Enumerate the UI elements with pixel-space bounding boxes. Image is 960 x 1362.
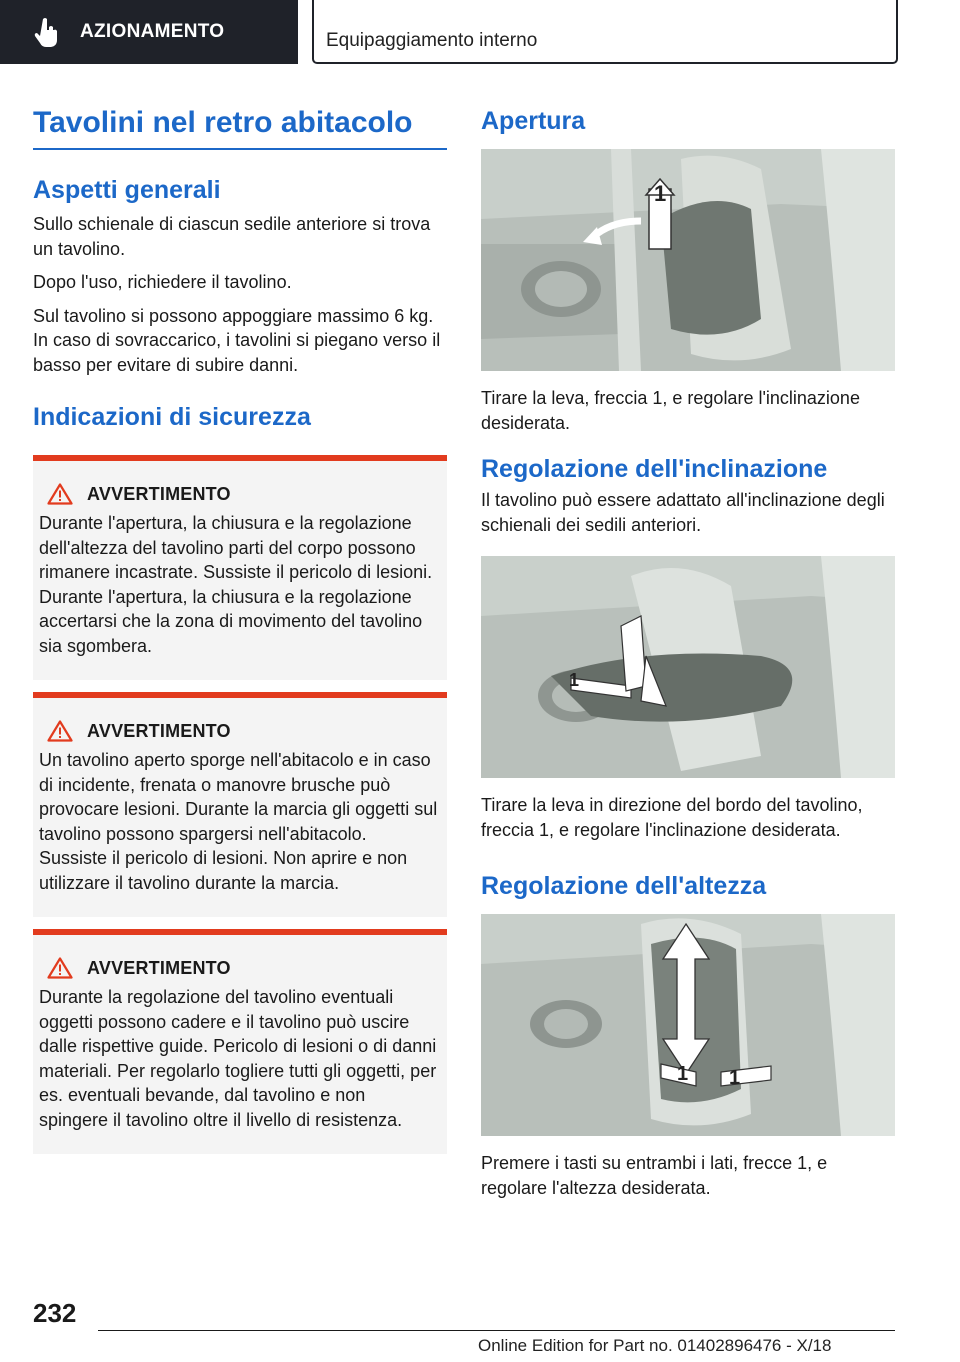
general-paragraph: Dopo l'uso, richiedere il tavolino. [33,272,292,292]
title-rule [33,148,447,150]
tilt-caption: Tirare la leva in direzione del bordo del tavolino, freccia 1, e regolare l'inclinazione desiderata. [481,795,863,840]
warning-box [33,455,447,680]
warning-text: Durante l'apertura, la chiusura e la regolazione dell'altezza del tavolino parti del corpo possono rimanere incastrate. Sussiste il pericolo di lesioni. Durante l'apertura, la chiusura e la regolazione accertarsi che la zona di movimento del tavolino sia sgombera. [39,513,433,656]
safety-heading: Indicazioni di sicurezza [33,403,311,431]
warning-text: Durante la regolazione del tavolino eventuali oggetti possono cadere e il tavolino può uscire dalle rispettive guide. Pericolo di lesioni o di danni materiali. Per regolarlo togliere tutti gli oggetti, per es. eventuali bevande, dal tavolino e non spingere il tavolino oltre il livello di resistenza. [39,987,437,1130]
tilt-illustration [481,556,895,778]
warning-triangle-icon [47,720,73,742]
height-caption: Premere i tasti su entrambi i lati, frecce 1, e regolare l'altezza desiderata. [481,1153,828,1198]
warning-label: AVVERTIMENTO [87,957,231,978]
hand-pointer-icon [34,17,60,47]
opening-heading: Apertura [481,107,586,135]
left-column [33,104,447,1154]
section-tab [0,0,298,64]
warning-triangle-icon [47,483,73,505]
chapter-header [312,0,898,64]
arrow-callout-1: 1 [677,1063,689,1085]
warning-box [33,692,447,917]
tilt-paragraph: Il tavolino può essere adattato all'inclinazione degli schienali dei sedili anteriori. [481,490,885,535]
height-illustration [481,914,895,1136]
warning-label: AVVERTIMENTO [87,483,231,504]
page-title: Tavolini nel retro abitacolo [33,106,413,139]
opening-illustration [481,149,895,371]
opening-caption: Tirare la leva, freccia 1, e regolare l'inclinazione desiderata. [481,388,860,433]
general-paragraph: Sul tavolino si possono appoggiare massimo 6 kg. In caso di sovraccarico, i tavolini si piegano verso il basso per evitare di subire danni. [33,305,441,375]
warning-triangle-icon [47,957,73,979]
arrow-callout-1: 1 [654,181,667,206]
height-heading: Regolazione dell'altezza [481,872,767,900]
general-heading: Aspetti generali [33,176,221,204]
chapter-label: Equipaggiamento interno [326,30,538,51]
arrow-callout-1: 1 [569,670,580,690]
section-label: AZIONAMENTO [80,21,225,42]
edition-note: Online Edition for Part no. 01402896476 - X/18 [478,1336,832,1355]
page-number: 232 [33,1298,77,1328]
right-column [481,104,895,1200]
tilt-heading: Regolazione dell'inclinazione [481,455,828,483]
warning-label: AVVERTIMENTO [87,720,231,741]
arrow-callout-1: 1 [729,1067,741,1089]
general-paragraph: Sullo schienale di ciascun sedile anteriore si trova un tavolino. [33,214,431,259]
warning-text: Un tavolino aperto sporge nell'abitacolo e in caso di incidente, frenata o manovre brusche può provocare lesioni. Durante la marcia gli oggetti sul tavolino possono spargersi nell'abitacolo. Sussiste il pericolo di lesioni. Non aprire e non utilizzare il tavolino durante la marcia. [39,750,438,893]
footer-rule [98,1330,895,1331]
warning-box [33,929,447,1154]
